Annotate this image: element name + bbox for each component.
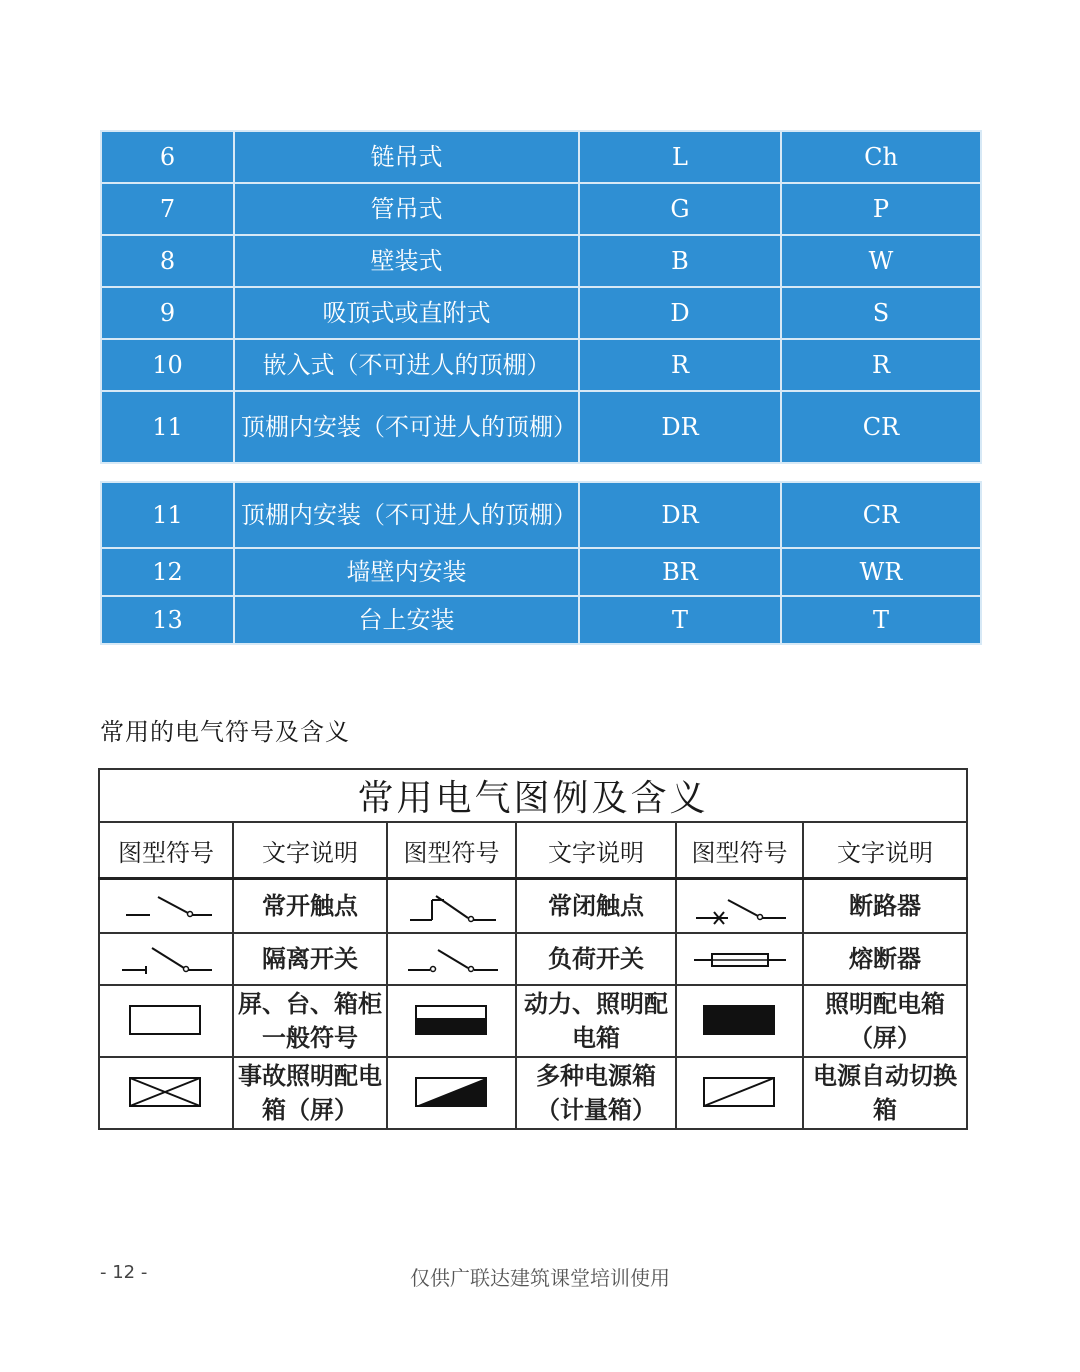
table-row <box>99 933 967 985</box>
table-row <box>99 879 967 934</box>
code-b: CR <box>781 391 981 463</box>
emergency-lighting-box-icon <box>99 1057 233 1129</box>
symbol-description: 电源自动切换箱 <box>803 1057 967 1129</box>
code-a: G <box>579 183 781 235</box>
fuse-icon <box>676 933 803 985</box>
code-b: CR <box>781 482 981 548</box>
mount-name: 吸顶式或直附式 <box>234 287 579 339</box>
table-row <box>101 131 981 183</box>
legend-title: 常用电气图例及含义 <box>99 769 967 822</box>
row-number: 8 <box>101 235 234 287</box>
row-number: 13 <box>101 596 234 644</box>
auto-transfer-box-icon <box>676 1057 803 1129</box>
lighting-distribution-box-icon <box>676 985 803 1057</box>
code-a: DR <box>579 482 781 548</box>
header-symbol: 图型符号 <box>99 822 233 879</box>
mount-name: 管吊式 <box>234 183 579 235</box>
legend-header-row <box>99 822 967 879</box>
symbol-description: 多种电源箱（计量箱） <box>516 1057 676 1129</box>
mounting-table-1 <box>100 130 982 464</box>
mount-name: 顶棚内安装（不可进人的顶棚） <box>234 482 579 548</box>
circuit-breaker-icon <box>676 879 803 934</box>
normally-open-contact-icon <box>99 879 233 934</box>
row-number: 10 <box>101 339 234 391</box>
mount-name: 顶棚内安装（不可进人的顶棚） <box>234 391 579 463</box>
code-a: D <box>579 287 781 339</box>
normally-closed-contact-icon <box>387 879 516 934</box>
table-row <box>101 482 981 548</box>
symbol-description: 负荷开关 <box>516 933 676 985</box>
code-b: S <box>781 287 981 339</box>
code-b: WR <box>781 548 981 596</box>
electrical-legend-table <box>98 768 968 1130</box>
table-row <box>101 596 981 644</box>
symbol-description: 屏、台、箱柜一般符号 <box>233 985 387 1057</box>
header-description: 文字说明 <box>233 822 387 879</box>
row-number: 9 <box>101 287 234 339</box>
table-row <box>101 339 981 391</box>
code-a: DR <box>579 391 781 463</box>
mount-name: 台上安装 <box>234 596 579 644</box>
load-switch-icon <box>387 933 516 985</box>
page-number: - 12 - <box>100 1262 148 1283</box>
header-description: 文字说明 <box>516 822 676 879</box>
row-number: 11 <box>101 482 234 548</box>
symbol-description: 动力、照明配电箱 <box>516 985 676 1057</box>
code-b: R <box>781 339 981 391</box>
header-symbol: 图型符号 <box>387 822 516 879</box>
mount-name: 墙壁内安装 <box>234 548 579 596</box>
table-row <box>101 287 981 339</box>
code-a: BR <box>579 548 781 596</box>
code-b: Ch <box>781 131 981 183</box>
symbol-description: 熔断器 <box>803 933 967 985</box>
code-a: T <box>579 596 781 644</box>
row-number: 7 <box>101 183 234 235</box>
footer-note: 仅供广联达建筑课堂培训使用 <box>410 1266 670 1290</box>
mount-name: 嵌入式（不可进人的顶棚） <box>234 339 579 391</box>
section-heading: 常用的电气符号及含义 <box>100 718 350 746</box>
header-description: 文字说明 <box>803 822 967 879</box>
mount-name: 壁装式 <box>234 235 579 287</box>
code-a: R <box>579 339 781 391</box>
code-b: P <box>781 183 981 235</box>
cabinet-general-icon <box>99 985 233 1057</box>
table-row <box>99 1057 967 1129</box>
multi-power-box-icon <box>387 1057 516 1129</box>
header-symbol: 图型符号 <box>676 822 803 879</box>
row-number: 12 <box>101 548 234 596</box>
table-row <box>101 391 981 463</box>
code-b: T <box>781 596 981 644</box>
table-row <box>99 985 967 1057</box>
row-number: 11 <box>101 391 234 463</box>
isolating-switch-icon <box>99 933 233 985</box>
row-number: 6 <box>101 131 234 183</box>
symbol-description: 断路器 <box>803 879 967 934</box>
symbol-description: 事故照明配电箱（屏） <box>233 1057 387 1129</box>
code-b: W <box>781 235 981 287</box>
table-row <box>101 548 981 596</box>
symbol-description: 照明配电箱（屏） <box>803 985 967 1057</box>
symbol-description: 隔离开关 <box>233 933 387 985</box>
table-row <box>101 235 981 287</box>
mounting-table-2 <box>100 481 982 645</box>
symbol-description: 常开触点 <box>233 879 387 934</box>
symbol-description: 常闭触点 <box>516 879 676 934</box>
power-lighting-box-icon <box>387 985 516 1057</box>
code-a: L <box>579 131 781 183</box>
mount-name: 链吊式 <box>234 131 579 183</box>
table-row <box>101 183 981 235</box>
code-a: B <box>579 235 781 287</box>
